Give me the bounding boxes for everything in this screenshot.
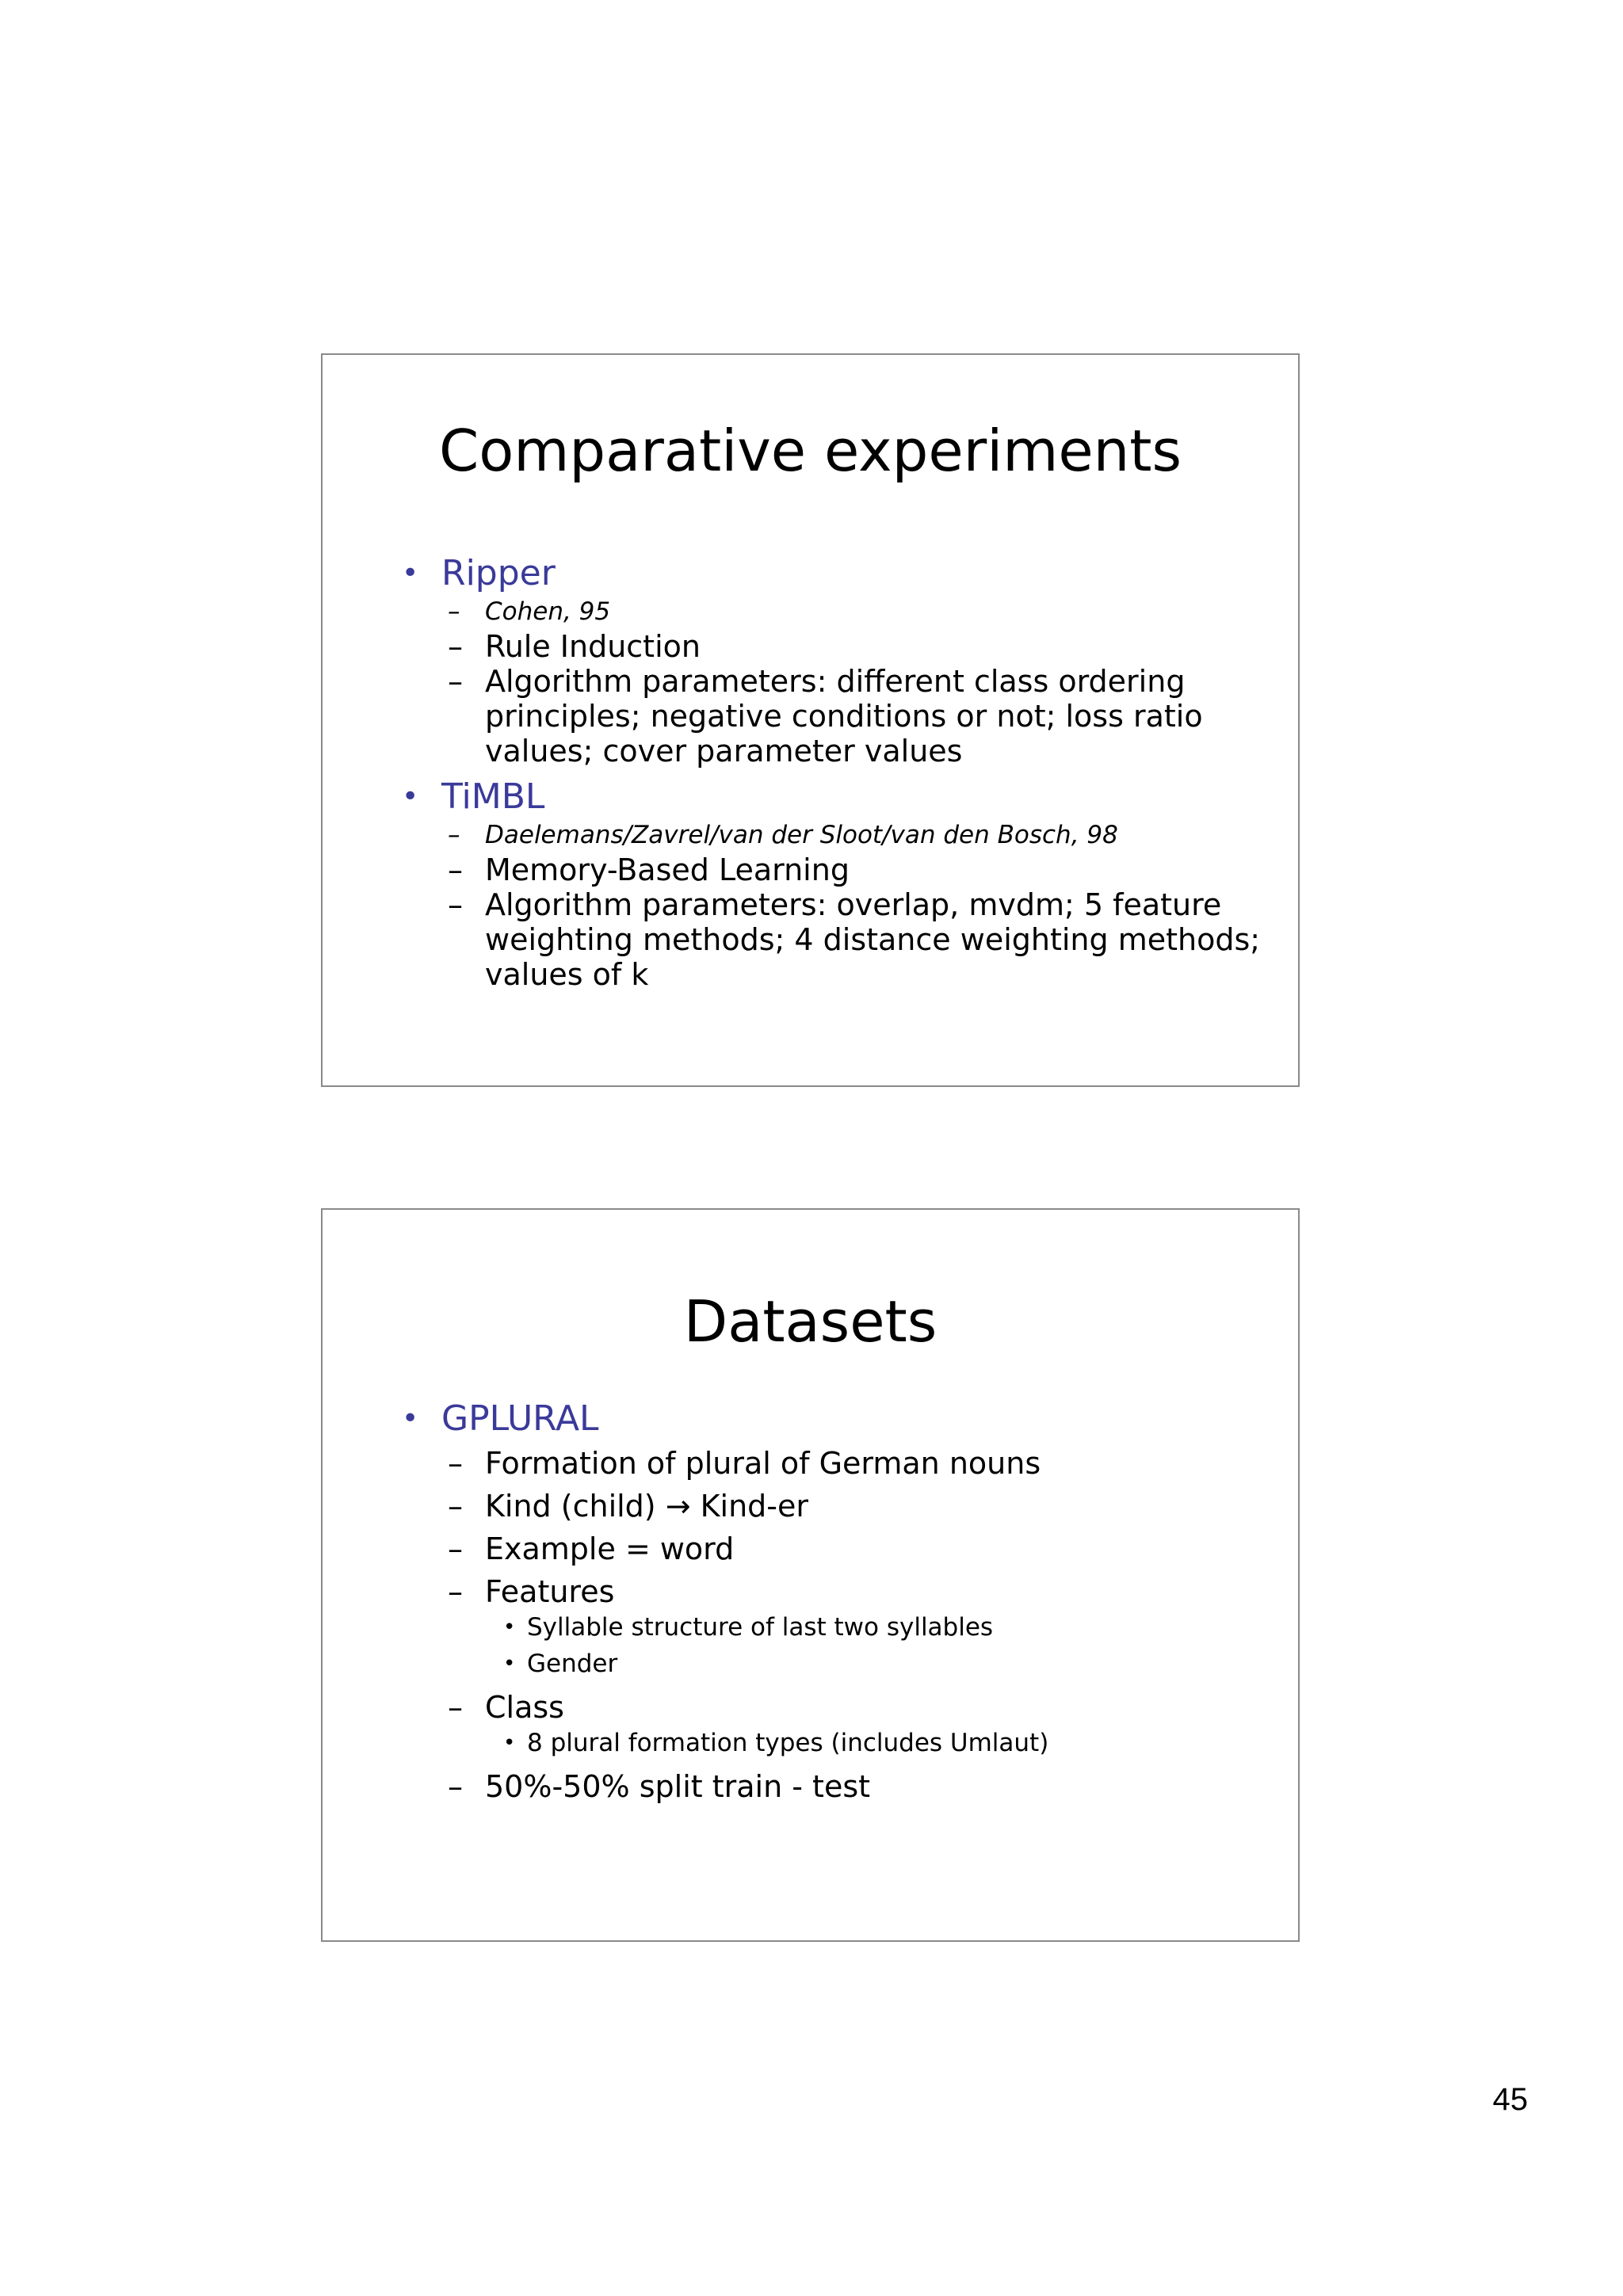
bullet-ripper [402, 553, 1266, 594]
sub-item-text: Memory-Based Learning [485, 852, 850, 887]
sub-sub-item [402, 1646, 1266, 1682]
sub-sub-item [402, 1725, 1266, 1761]
sub-item-text: Example = word [485, 1531, 735, 1566]
sub-sub-item-text: Gender [527, 1650, 618, 1678]
dash-marker: – [448, 1769, 463, 1804]
slide-datasets [321, 1208, 1300, 1942]
sub-item-text: Daelemans/Zavrel/van der Sloot/van den Bosch, 98 [485, 821, 1118, 849]
sub-item-text: 50%-50% split train - test [485, 1769, 871, 1804]
bullet-marker: • [402, 1402, 419, 1435]
dash-marker: – [448, 821, 460, 849]
dash-marker: – [448, 1574, 463, 1609]
dash-marker: – [448, 852, 463, 887]
sub-item [402, 1446, 1266, 1481]
dash-marker: – [448, 629, 463, 664]
page-number: 45 [1492, 2082, 1528, 2117]
slide-content [402, 553, 1266, 992]
slide-comparative-experiments [321, 353, 1300, 1087]
bullet-gplural [402, 1398, 1266, 1440]
dash-marker: – [448, 1531, 463, 1566]
slide-content [402, 1398, 1266, 1804]
sub-item-text: Features [485, 1574, 615, 1609]
dash-marker: – [448, 1690, 463, 1725]
sub-item [402, 664, 1266, 769]
small-bullet-marker: • [503, 1615, 516, 1639]
dash-marker: – [448, 1489, 463, 1524]
bullet-timbl [402, 776, 1266, 818]
slide-title: Comparative experiments [438, 418, 1182, 484]
bullet-label: Ripper [441, 553, 556, 593]
sub-item-text: Cohen, 95 [485, 597, 611, 626]
dash-marker: – [448, 1446, 463, 1481]
sub-item-text: Formation of plural of German nouns [485, 1446, 1041, 1481]
sub-item [402, 629, 1266, 664]
sub-sub-item-text: 8 plural formation types (includes Umlaut) [527, 1729, 1049, 1757]
sub-item-text: Algorithm parameters: different class ordering principles; negative conditions or not; loss ratio values; cover parameter values [485, 664, 1203, 769]
sub-sub-item-text: Syllable structure of last two syllables [527, 1613, 994, 1642]
sub-item [402, 1531, 1266, 1566]
sub-item-citation [402, 594, 1266, 629]
slide-title: Datasets [683, 1288, 938, 1355]
dash-marker: – [448, 664, 463, 699]
sub-item [402, 1574, 1266, 1609]
sub-item [402, 1690, 1266, 1725]
small-bullet-marker: • [503, 1652, 516, 1676]
small-bullet-marker: • [503, 1731, 516, 1755]
sub-sub-item [402, 1609, 1266, 1646]
sub-item-text: Kind (child) → Kind-er [485, 1489, 809, 1524]
sub-item-text: Class [485, 1690, 564, 1725]
sub-item [402, 852, 1266, 887]
bullet-label: TiMBL [441, 776, 545, 817]
dash-marker: – [448, 597, 460, 626]
sub-item-citation [402, 818, 1266, 852]
bullet-marker: • [402, 557, 419, 589]
bullet-marker: • [402, 780, 419, 813]
bullet-label: GPLURAL [441, 1398, 599, 1439]
sub-item-text: Algorithm parameters: overlap, mvdm; 5 feature weighting methods; 4 distance weighting methods; values of k [485, 887, 1261, 992]
sub-item-text: Rule Induction [485, 629, 701, 664]
sub-item [402, 887, 1266, 992]
dash-marker: – [448, 887, 463, 922]
sub-item [402, 1769, 1266, 1804]
sub-item [402, 1489, 1266, 1524]
